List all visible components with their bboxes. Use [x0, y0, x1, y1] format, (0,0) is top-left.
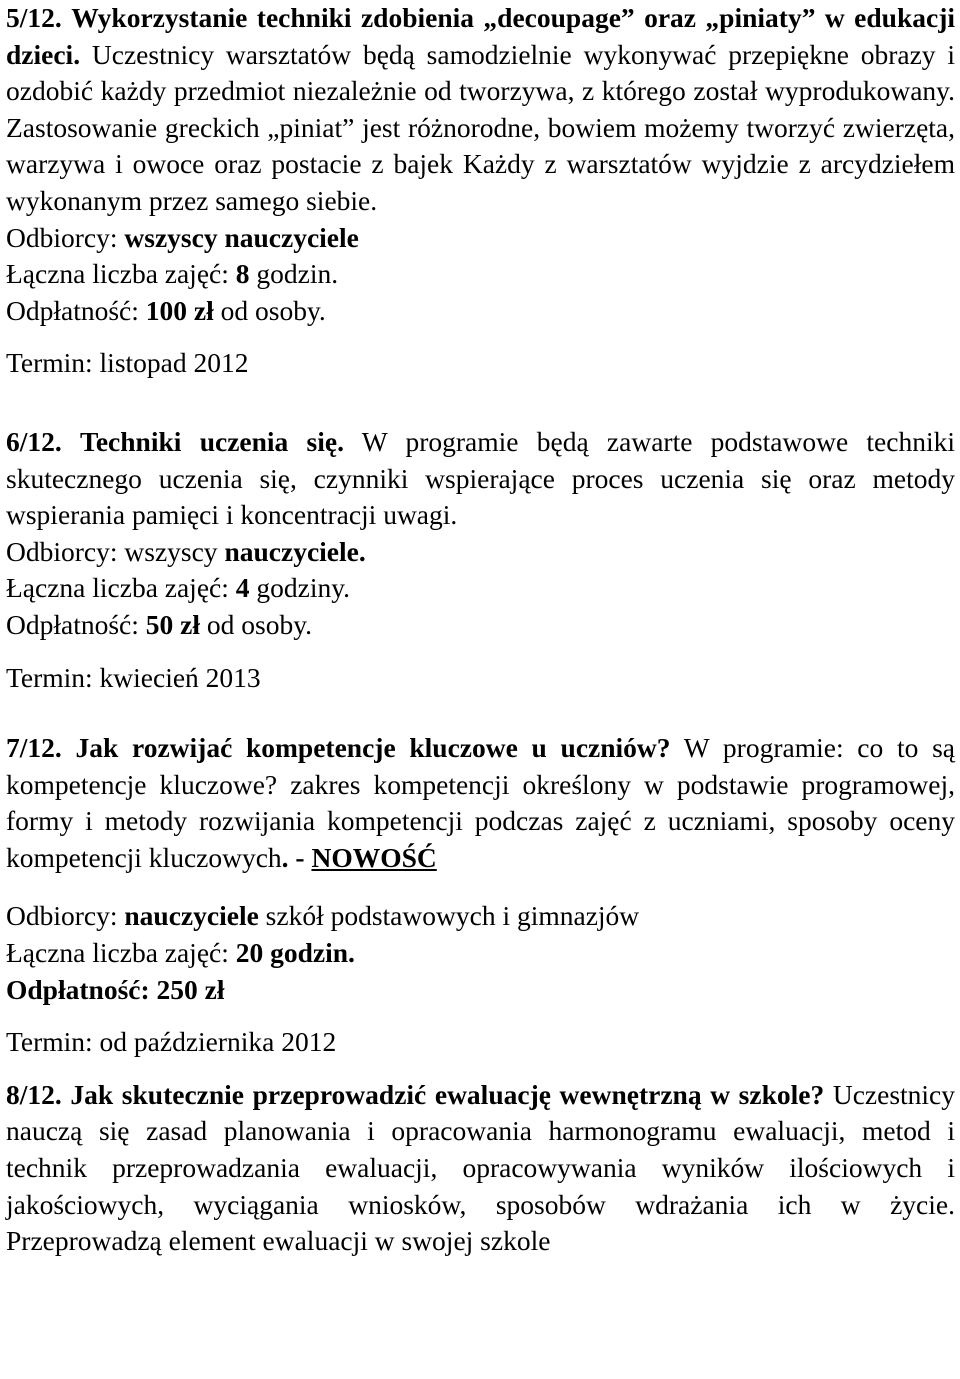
- course-5-audience: Odbiorcy: wszyscy nauczyciele: [6, 221, 359, 253]
- course-6-text: W programie będą zawarte podstawowe techniki skutecznego uczenia się, czynniki wspierające proces uczenia się oraz metody wspierania pamięci i koncentracji uwagi.: [6, 425, 956, 531]
- course-7-number: 7/12.: [6, 732, 62, 764]
- course-5: [6, 0, 955, 382]
- course-7-title: Jak rozwijać kompetencje kluczowe u uczniów?: [75, 732, 671, 764]
- course-8-text: Uczestnicy nauczą się zasad planowania i opracowania harmonogramu ewaluacji, metod i technik przeprowadzania ewaluacji, opracowywania wyników ilościowych i jakościowych, wyciągania wniosków, sposobów wdrażania ich w życie. Przeprowadzą element ewaluacji w swojej szkole: [6, 1078, 956, 1257]
- course-5-hours: Łączna liczba zajęć: 8 godzin.: [6, 258, 339, 290]
- course-5-fee: Odpłatność: 100 zł od osoby.: [6, 294, 326, 326]
- course-8: [6, 1077, 955, 1260]
- course-5-description: [6, 0, 955, 220]
- course-7-fee: Odpłatność: 250 zł: [6, 973, 225, 1005]
- new-badge: NOWOŚĆ: [311, 841, 437, 873]
- course-7-audience: Odbiorcy: nauczyciele szkół podstawowych i gimnazjów: [6, 900, 640, 932]
- course-6-fee: Odpłatność: 50 zł od osoby.: [6, 608, 313, 640]
- course-7-description: 7/12. Jak rozwijać kompetencje kluczowe u uczniów? W programie: co to są kompetencje kluczowe? zakres kompetencji określony w podstawie programowej, formy i metody rozwijania kompetencji podczas zajęć z uczniami, sposoby oceny kompetencji kluczowych. - NOWOŚĆ: [6, 732, 955, 873]
- course-8-title: Jak skutecznie przeprowadzić ewaluację wewnętrzną w szkole?: [70, 1078, 825, 1110]
- course-8-description: [6, 1077, 955, 1260]
- course-6-title: Techniki uczenia się.: [80, 425, 344, 457]
- course-5-title: Wykorzystanie techniki zdobienia „decoupage” oraz „piniaty” w edukacji dzieci.: [6, 2, 955, 70]
- course-5-text: Uczestnicy warsztatów będą samodzielnie wykonywać przepiękne obrazy i ozdobić każdy przedmiot niezależnie od tworzywa, z którego został wyprodukowany. Zastosowanie greckich „piniat” jest różnorodne, bowiem możemy tworzyć zwierzęta, warzywa i owoce oraz postacie z bajek Każdy z warsztatów wyjdzie z arcydziełem wykonanym przez samego siebie.: [6, 38, 956, 216]
- course-6-audience: Odbiorcy: wszyscy nauczyciele.: [6, 535, 366, 567]
- course-6-term: Termin: kwiecień 2013: [6, 661, 261, 693]
- course-7-hours: Łączna liczba zajęć: 20 godzin.: [6, 937, 355, 969]
- course-7-term: Termin: od października 2012: [6, 1026, 337, 1058]
- course-6-hours: Łączna liczba zajęć: 4 godziny.: [6, 572, 351, 604]
- course-8-number: 8/12.: [6, 1078, 62, 1110]
- course-5-term: Termin: listopad 2012: [6, 347, 249, 379]
- course-7: [6, 730, 955, 1061]
- course-6: [6, 424, 955, 696]
- course-6-number: 6/12.: [6, 425, 62, 457]
- course-6-description: [6, 424, 955, 534]
- course-5-number: 5/12.: [6, 2, 62, 33]
- course-7-text: W programie: co to są kompetencje kluczowe? zakres kompetencji określony w podstawie programowej, formy i metody rozwijania kompetencji podczas zajęć z uczniami, sposoby oceny kompetencji kluczowych: [6, 732, 955, 873]
